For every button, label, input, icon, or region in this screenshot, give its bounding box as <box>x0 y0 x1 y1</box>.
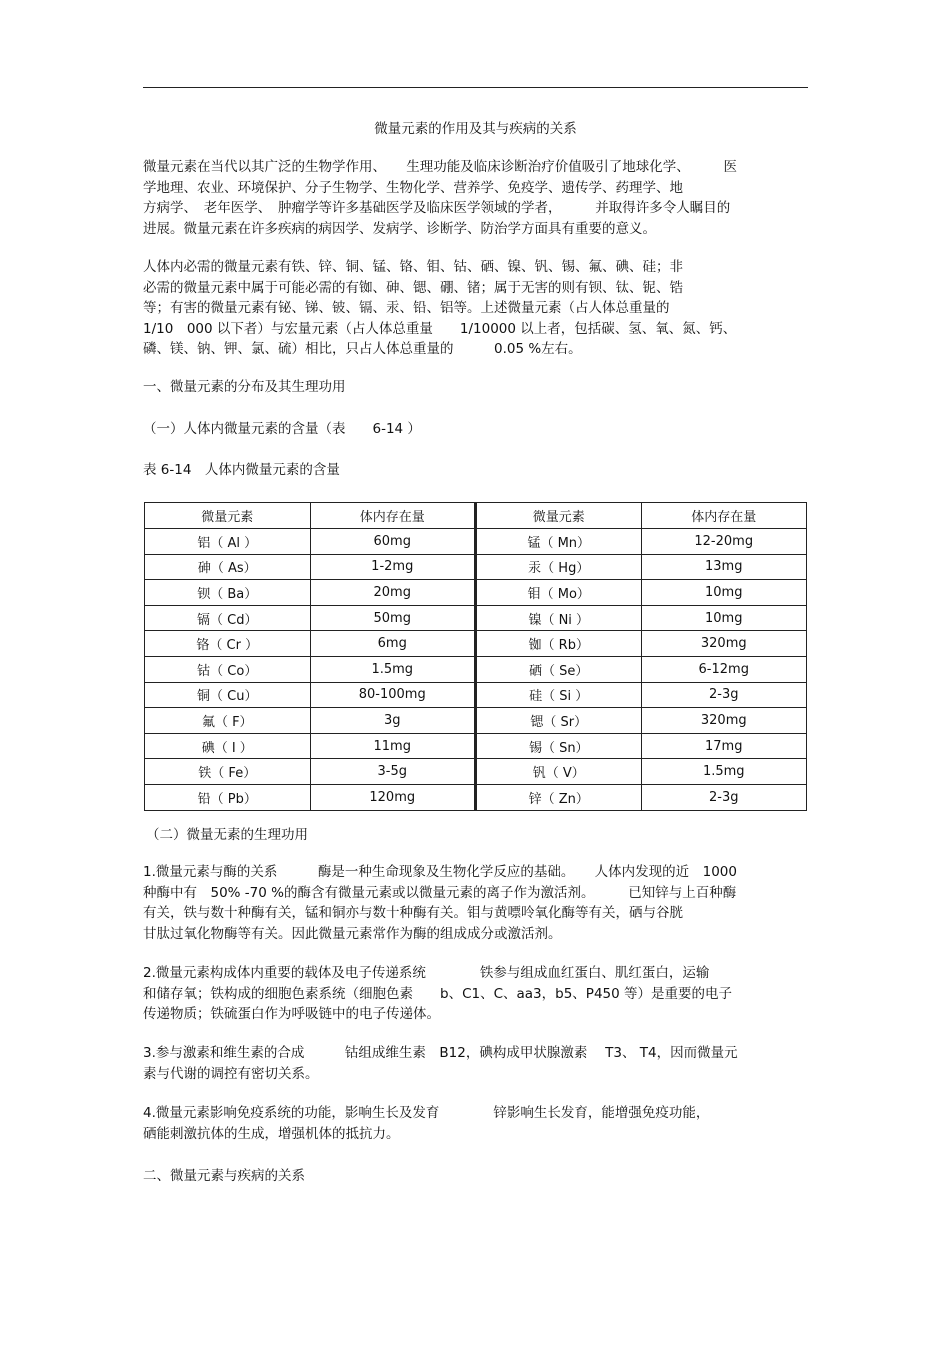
element-cell: 汞（ Hg） <box>476 554 642 580</box>
amount-cell: 6-12mg <box>641 656 807 682</box>
table-caption: 表 6-14 人体内微量元素的含量 <box>143 462 340 478</box>
table-row <box>145 759 807 785</box>
subsection-heading-2: （二）微量无素的生理功用 <box>146 827 308 843</box>
element-cell: 硒（ Se） <box>476 656 642 682</box>
column-header: 微量元素 <box>145 503 311 529</box>
item2-paragraph <box>143 963 808 1025</box>
item1-line: 甘肽过氧化物酶等有关。因此微量元素常作为酶的组成成分或激活剂。 <box>143 925 562 942</box>
element-cell: 碘（ I ） <box>145 733 311 759</box>
element-cell: 氟（ F） <box>145 708 311 734</box>
element-cell: 铝（ Al ） <box>145 529 311 555</box>
element-cell: 铜（ Cu） <box>145 682 311 708</box>
amount-cell: 10mg <box>641 605 807 631</box>
amount-cell: 2-3g <box>641 784 807 810</box>
column-header: 体内存在量 <box>641 503 807 529</box>
item2-line: 传递物质；铁硫蛋白作为呼吸链中的电子传递体。 <box>143 1006 440 1022</box>
item3-paragraph <box>143 1043 808 1084</box>
element-cell: 钼（ Mo） <box>476 580 642 606</box>
amount-cell: 80-100mg <box>310 682 476 708</box>
item3-line: 3.参与激素和维生素的合成 钴组成维生素 B12，碘构成甲状腺激素 T3、 T4，因而微量元 <box>143 1045 738 1061</box>
amount-cell: 3g <box>310 708 476 734</box>
amount-cell: 320mg <box>641 708 807 734</box>
header-rule <box>143 87 808 88</box>
intro-line: 微量元素在当代以其广泛的生物学作用、 生理功能及临床诊断治疗价值吸引了地球化学、 医 <box>143 159 737 175</box>
table-row <box>145 656 807 682</box>
table-row <box>145 580 807 606</box>
item1-line: 有关，铁与数十种酶有关，锰和铜亦与数十种酶有关。钼与黄嘌呤氧化酶等有关，硒与谷胱 <box>143 905 683 921</box>
item1-line: 种酶中有 50% -70 %的酶含有微量元素或以微量元素的离子作为激活剂。 已知锌与上百种酶 <box>143 884 737 901</box>
element-cell: 铁（ Fe） <box>145 759 311 785</box>
document-title: 微量元素的作用及其与疾病的关系 <box>374 121 577 137</box>
table-header-row <box>145 503 807 529</box>
element-cell: 砷（ As） <box>145 554 311 580</box>
trace-element-table <box>144 502 807 811</box>
table-row <box>145 682 807 708</box>
amount-cell: 20mg <box>310 580 476 606</box>
amount-cell: 17mg <box>641 733 807 759</box>
amount-cell: 10mg <box>641 580 807 606</box>
element-cell: 铬（ Cr ） <box>145 631 311 657</box>
item1-line: 1.微量元素与酶的关系 酶是一种生命现象及生物化学反应的基础。 人体内发现的近 1000 <box>143 864 737 880</box>
element-cell: 铅（ Pb） <box>145 784 311 810</box>
element-cell: 锶（ Sr） <box>476 708 642 734</box>
intro-line: 进展。微量元素在许多疾病的病因学、发病学、诊断学、防治学方面具有重要的意义。 <box>143 220 656 237</box>
amount-cell: 1.5mg <box>310 656 476 682</box>
item2-line: 2.微量元素构成体内重要的载体及电子传递系统 铁参与组成血红蛋白、肌红蛋白，运输 <box>143 965 710 981</box>
section-heading-1: 一、微量元素的分布及其生理功用 <box>143 379 346 395</box>
element-cell: 钴（ Co） <box>145 656 311 682</box>
amount-cell: 11mg <box>310 733 476 759</box>
element-cell: 钒（ V） <box>476 759 642 785</box>
item4-line: 硒能刺激抗体的生成，增强机体的抵抗力。 <box>143 1125 400 1142</box>
amount-cell: 6mg <box>310 631 476 657</box>
item4-paragraph <box>143 1103 808 1144</box>
table-row <box>145 529 807 555</box>
table-row <box>145 631 807 657</box>
intro-line: 学地理、农业、环境保护、分子生物学、生物化学、营养学、免疫学、遗传学、药理学、地 <box>143 179 683 196</box>
elements-line: 1/10 000 以下者）与宏量元素（占人体总重量 1/10000 以上者，包括碳、氢、氧、氮、钙、 <box>143 320 737 337</box>
intro-paragraph <box>143 157 808 239</box>
amount-cell: 60mg <box>310 529 476 555</box>
amount-cell: 1-2mg <box>310 554 476 580</box>
elements-line: 人体内必需的微量元素有铁、锌、铜、锰、铬、钼、钴、硒、镍、钒、锡、氟、碘、硅；非 <box>143 259 683 275</box>
amount-cell: 1.5mg <box>641 759 807 785</box>
element-cell: 锰（ Mn） <box>476 529 642 555</box>
element-cell: 钡（ Ba） <box>145 580 311 606</box>
item3-line: 素与代谢的调控有密切关系。 <box>143 1065 319 1082</box>
section-heading-2: 二、微量元素与疾病的关系 <box>143 1168 305 1184</box>
item2-line: 和储存氧；铁构成的细胞色素系统（细胞色素 b、C1、C、aa3，b5、P450 等）是重要的电子 <box>143 985 733 1002</box>
amount-cell: 120mg <box>310 784 476 810</box>
element-cell: 锡（ Sn） <box>476 733 642 759</box>
subsection-heading-1: （一）人体内微量元素的含量（表 6-14 ） <box>143 421 421 437</box>
item4-line: 4.微量元素影响免疫系统的功能，影响生长及发育 锌影响生长发育，能增强免疫功能， <box>143 1105 710 1121</box>
element-cell: 锌（ Zn） <box>476 784 642 810</box>
column-header: 微量元素 <box>476 503 642 529</box>
element-cell: 硅（ Si ） <box>476 682 642 708</box>
amount-cell: 3-5g <box>310 759 476 785</box>
item1-paragraph <box>143 862 808 944</box>
amount-cell: 12-20mg <box>641 529 807 555</box>
table-row <box>145 554 807 580</box>
table-row <box>145 708 807 734</box>
intro-line: 方病学、 老年医学、 肿瘤学等许多基础医学及临床医学领域的学者， 并取得许多令人瞩目的 <box>143 200 731 216</box>
table-row <box>145 784 807 810</box>
element-cell: 铷（ Rb） <box>476 631 642 657</box>
amount-cell: 320mg <box>641 631 807 657</box>
elements-line: 必需的微量元素中属于可能必需的有铷、砷、锶、硼、锗；属于无害的则有钡、钛、铌、锆 <box>143 279 683 296</box>
table-row <box>145 605 807 631</box>
elements-line: 磷、镁、钠、钾、氯、硫）相比，只占人体总重量的 0.05 %左右。 <box>143 341 582 357</box>
elements-paragraph <box>143 257 808 360</box>
amount-cell: 13mg <box>641 554 807 580</box>
elements-line: 等；有害的微量元素有铋、锑、铍、镉、汞、铅、铝等。上述微量元素（占人体总重量的 <box>143 300 670 316</box>
table-row <box>145 733 807 759</box>
element-cell: 镉（ Cd） <box>145 605 311 631</box>
column-header: 体内存在量 <box>310 503 476 529</box>
amount-cell: 50mg <box>310 605 476 631</box>
element-cell: 镍（ Ni ） <box>476 605 642 631</box>
amount-cell: 2-3g <box>641 682 807 708</box>
